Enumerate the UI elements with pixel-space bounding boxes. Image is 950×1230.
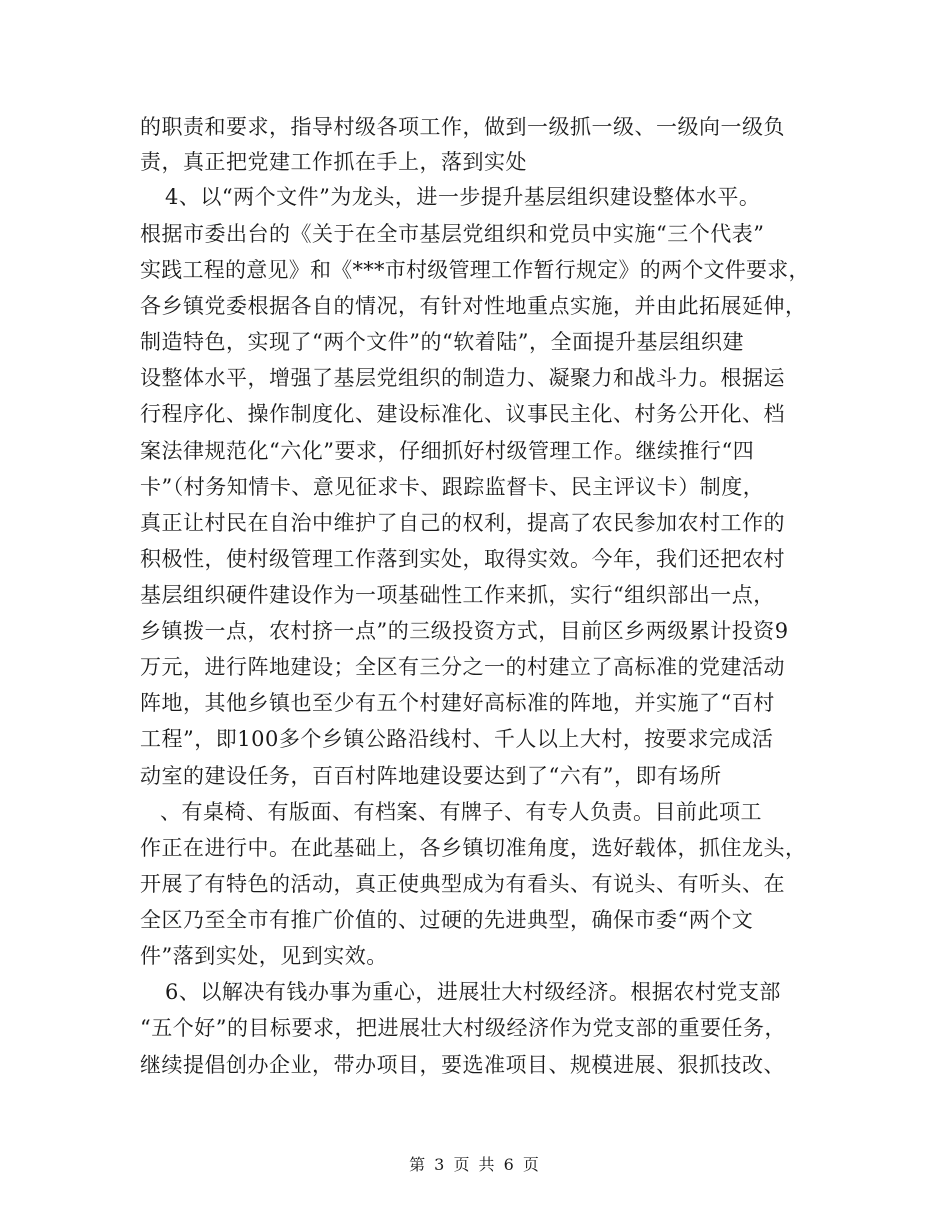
text-line: 件”落到实处，见到实效。: [140, 944, 388, 968]
text-line: 万元，进行阵地建设；全区有三分之一的村建立了高标准的党建活动: [140, 655, 785, 679]
page-number-footer: 第 3 页 共 6 页: [409, 1155, 541, 1174]
text-line: 开展了有特色的活动，真正使典型成为有看头、有说头、有听头、在: [140, 872, 785, 896]
text-line: 根据市委出台的《关于在全市基层党组织和党员中实施“三个代表”: [140, 222, 765, 246]
text-line: 案法律规范化“六化”要求，仔细抓好村级管理工作。继续推行“四: [140, 439, 755, 463]
text-line: 卡”（村务知情卡、意见征求卡、跟踪监督卡、民主评议卡）制度，: [140, 475, 765, 499]
text-line: 实践工程的意见》和《***市村级管理工作暂行规定》的两个文件要求，: [140, 258, 810, 282]
text-line: 责，真正把党建工作抓在手上，落到实处: [140, 150, 527, 174]
text-line: 工程”，即100多个乡镇公路沿线村、千人以上大村，按要求完成活: [140, 727, 774, 751]
text-line: 积极性，使村级管理工作落到实处，取得实效。今年，我们还把农村: [140, 547, 785, 571]
text-line: 动室的建设任务，百百村阵地建设要达到了“六有”，即有场所: [140, 764, 722, 788]
text-line: 设整体水平，增强了基层党组织的制造力、凝聚力和战斗力。根据运: [140, 366, 785, 390]
text-line: 阵地，其他乡镇也至少有五个村建好高标准的阵地，并实施了“百村: [140, 691, 775, 715]
text-line: 各乡镇党委根据各自的情况，有针对性地重点实施，并由此拓展延伸，: [140, 294, 807, 318]
text-line: 作正在进行中。在此基础上，各乡镇切准角度，选好载体，抓住龙头，: [140, 836, 807, 860]
text-line: 4、以“两个文件”为龙头，进一步提升基层组织建设整体水平。: [165, 185, 761, 209]
text-line: 制造特色，实现了“两个文件”的“软着陆”，全面提升基层组织建: [140, 330, 744, 354]
text-line: “五个好”的目标要求，把进展壮大村级经济作为党支部的重要任务，: [140, 1016, 786, 1040]
text-line: 乡镇拨一点，农村挤一点”的三级投资方式，目前区乡两级累计投资9: [140, 619, 789, 643]
text-line: 的职责和要求，指导村级各项工作，做到一级抓一级、一级向一级负: [140, 115, 785, 139]
text-line: 、有桌椅、有版面、有档案、有牌子、有专人负责。目前此项工: [160, 800, 762, 824]
text-line: 6、以解决有钱办事为重心，进展壮大村级经济。根据农村党支部: [165, 980, 781, 1004]
text-line: 继续提倡创办企业，带办项目，要选准项目、规模进展、狠抓技改、: [140, 1053, 785, 1077]
text-line: 真正让村民在自治中维护了自己的权利，提高了农民参加农村工作的: [140, 511, 785, 535]
text-line: 全区乃至全市有推广价值的、过硬的先进典型，确保市委“两个文: [140, 908, 754, 932]
text-line: 基层组织硬件建设作为一项基础性工作来抓，实行“组织部出一点，: [140, 583, 775, 607]
text-line: 行程序化、操作制度化、建设标准化、议事民主化、村务公开化、档: [140, 402, 785, 426]
